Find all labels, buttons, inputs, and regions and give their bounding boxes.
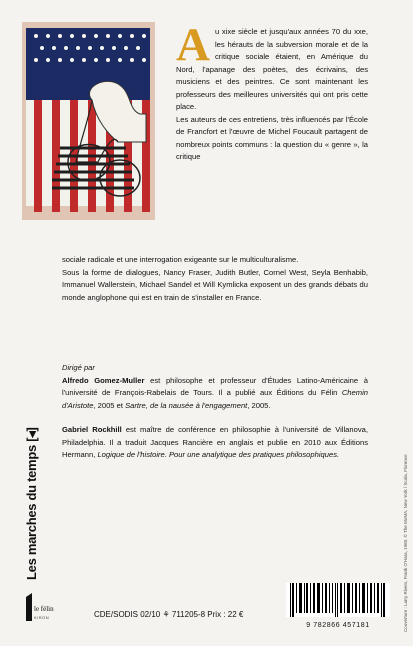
paragraph-2: Les auteurs de ces entretiens, très influencés par l'École de Francfort et l'œuvre de Michel Foucault partagent de nombreux points communs : la question du « genre », la critique — [176, 114, 368, 161]
summary-text — [176, 19, 368, 164]
directed-by-label: Dirigé par — [62, 363, 95, 372]
author-bio-1 — [62, 375, 368, 413]
bio-1-book-2: Sartre, de la nausée à l'engagement — [125, 400, 248, 410]
barcode — [286, 583, 390, 629]
paragraph-2-continued: sociale radicale et une interrogation exigeante sur le multiculturalisme. — [62, 255, 299, 264]
bio-2-book: Logique de l'histoire. Pour une analytique des pratiques philosophiques. — [97, 450, 340, 459]
author-name-1: Alfredo Gomez-Muller — [62, 375, 145, 385]
isbn-number: 9 782866 457181 — [306, 622, 370, 629]
author-name-2: Gabriel Rockhill — [62, 425, 122, 434]
authors-block — [62, 362, 368, 474]
summary-text-wide — [62, 254, 368, 304]
barcode-icon — [286, 583, 390, 617]
series-title — [24, 428, 40, 581]
intro-text: u xixe siècle et jusqu'aux années 70 du xxe, les hérauts de la subversion morale et de la critique sociale étaient, en Amérique du Nord, l'apanage des poètes, des écrivains, des musiciens et des peintres. Ce sont maintenant les professeurs des meilleures universités qui ont pris cette place. — [176, 27, 368, 111]
series-name: Les marches du temps — [24, 445, 39, 580]
drop-cap: A — [176, 19, 210, 71]
publisher-name: le félin — [34, 605, 54, 613]
bio-1-text-a: est philosophe et professeur d'Études Latino-Américaine à l'université de François-Rabelais de Tours. Il a publié aux Éditions du Félin — [62, 375, 368, 397]
bio-1-book-1: Chemin d'Aristote — [62, 388, 368, 410]
series-arrow-icon: [◂] — [24, 427, 39, 442]
paragraph-3: Sous la forme de dialogues, Nancy Fraser, Judith Butler, Cornel West, Seyla Benhabib, Immanuel Wallerstein, Michael Sandel et Will Kymlicka exposent un des grands débats du monde anglophone qui est en train de s'installer en France. — [62, 267, 368, 302]
distribution-line: CDE/SODIS 02/10 ⚘ 711205-8 Prix : 22 € — [94, 610, 244, 619]
cover-credit: Couverture : Larry Rivers, Frank O'Hara, 1960. © The MoMA, New York / Scala, Florence — [403, 454, 408, 632]
intro-paragraph — [176, 19, 368, 114]
publisher-sub: KIRON — [34, 615, 50, 620]
flag-artwork — [22, 22, 155, 220]
cover-illustration — [22, 22, 155, 220]
bio-1-text-b: , 2005 et — [93, 400, 126, 410]
publisher-logo — [26, 593, 60, 623]
bio-2-text-a: est maître de conférence en philosophie à l'université de Villanova, Philadelphia. Il a traduit Jacques Rancière en anglais et publie en 2010 aux Éditions Hermann, — [62, 425, 368, 459]
author-bio-2 — [62, 424, 368, 462]
bio-1-text-c: , 2005. — [247, 400, 271, 410]
